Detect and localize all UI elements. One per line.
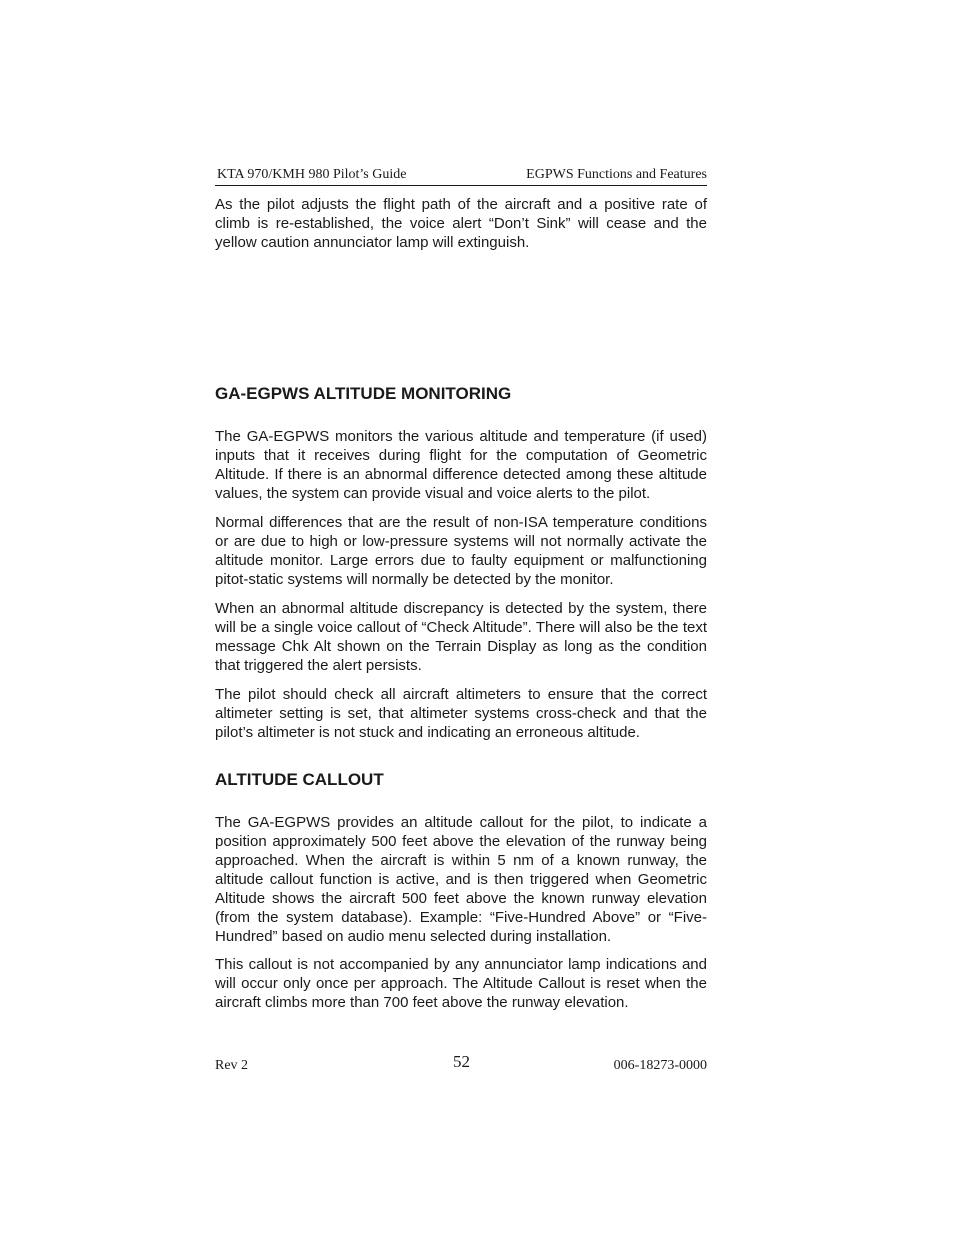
- section-heading-altitude-monitoring: GA-EGPWS ALTITUDE MONITORING: [215, 384, 512, 403]
- header-title: KTA 970/KMH 980 Pilot’s Guide: [217, 167, 407, 182]
- section-heading-altitude-callout: ALTITUDE CALLOUT: [215, 770, 384, 789]
- intro-paragraph: As the pilot adjusts the flight path of the aircraft and a positive rate of climb is re-established, the voice alert “Don’t Sink” will cease and the yellow caution annunciator lamp will extinguish.: [215, 196, 707, 251]
- document-page: [215, 0, 707, 1235]
- paragraph: When an abnormal altitude discrepancy is detected by the system, there will be a single voice callout of “Check Altitude”. There will also be the text message Chk Alt shown on the Terrain Display as long as the condition that triggered the alert persists.: [215, 600, 707, 674]
- paragraph: This callout is not accompanied by any annunciator lamp indications and will occur only once per approach. The Altitude Callout is reset when the aircraft climbs more than 700 feet above the runway elevation.: [215, 956, 707, 1011]
- paragraph: Normal differences that are the result of non-ISA temperature conditions or are due to high or low-pressure systems will not normally activate the altitude monitor. Large errors due to faulty equipment or malfunctioning pitot-static systems will normally be detected by the monitor.: [215, 514, 707, 588]
- running-header: [215, 166, 707, 186]
- paragraph: The GA-EGPWS monitors the various altitude and temperature (if used) inputs that it receives during flight for the computation of Geometric Altitude. If there is an abnormal difference detected among these altitude values, the system can provide visual and voice alerts to the pilot.: [215, 428, 707, 502]
- footer-revision: Rev 2: [215, 1058, 249, 1073]
- document-number: 006-18273-0000: [613, 1058, 707, 1073]
- page-footer: [215, 1052, 707, 1076]
- page-number: 52: [453, 1052, 470, 1071]
- header-chapter: EGPWS Functions and Features: [526, 167, 707, 182]
- paragraph: The GA-EGPWS provides an altitude callout for the pilot, to indicate a position approximately 500 feet above the elevation of the runway being approached. When the aircraft is within 5 nm of a known runway, the altitude callout function is active, and is then triggered when Geometric Altitude shows the aircraft 500 feet above the known runway elevation (from the system database). Example: “Five-Hundred Above” or “Five-Hundred” based on audio menu selected during installation.: [215, 814, 707, 945]
- paragraph: The pilot should check all aircraft altimeters to ensure that the correct altimeter setting is set, that altimeter systems cross-check and that the pilot’s altimeter is not stuck and indicating an erroneous altitude.: [215, 686, 707, 741]
